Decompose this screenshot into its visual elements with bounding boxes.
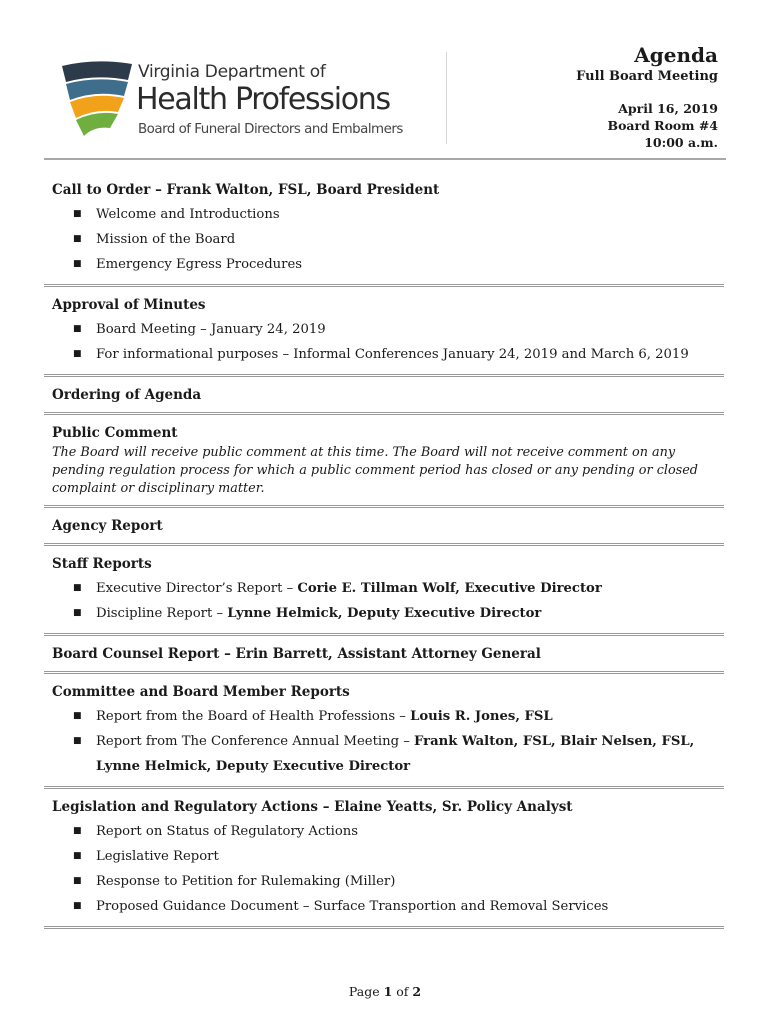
- meeting-date: April 16, 2019: [618, 101, 718, 116]
- department-logo: [54, 52, 447, 144]
- logo-line-3: Board of Funeral Directors and Embalmers: [138, 122, 403, 137]
- section-board-counsel-report: [52, 636, 716, 671]
- list-item: ■ Response to Petition for Rulemaking (Miller): [73, 874, 396, 889]
- meeting-room: Board Room #4: [607, 118, 718, 133]
- section-title: Ordering of Agenda: [52, 387, 202, 403]
- section-title: Board Counsel Report – Erin Barrett, Assistant Attorney General: [52, 646, 541, 662]
- section-legislation: [52, 789, 716, 926]
- section-ordering-of-agenda: [52, 377, 716, 412]
- section-title: Public Comment: [52, 425, 178, 441]
- page-number: Page 1 of 2: [348, 984, 422, 999]
- item-list: [52, 819, 716, 919]
- section-approval-of-minutes: [52, 287, 716, 374]
- agenda-title: Agenda: [634, 43, 718, 67]
- section-title: Staff Reports: [52, 556, 152, 572]
- list-item: ■ Proposed Guidance Document – Surface Transportion and Removal Services: [73, 899, 609, 914]
- logo-line-1: Virginia Department of: [138, 62, 326, 82]
- section-title: Agency Report: [52, 518, 163, 534]
- list-item: ■ Report on Status of Regulatory Actions: [73, 824, 359, 839]
- item-list: [52, 704, 716, 779]
- list-item: ■ Welcome and Introductions: [73, 207, 280, 222]
- meeting-type: Full Board Meeting: [576, 69, 718, 84]
- logo-line-2: Health Professions: [136, 82, 390, 117]
- section-title: Call to Order – Frank Walton, FSL, Board President: [52, 182, 440, 198]
- list-item: ■ Executive Director’s Report – Corie E. Tillman Wolf, Executive Director: [73, 581, 602, 596]
- list-item: ■ Board Meeting – January 24, 2019: [73, 322, 326, 337]
- item-list: [52, 317, 716, 367]
- section-staff-reports: [52, 546, 716, 633]
- section-public-comment: [52, 415, 716, 505]
- ribbon-logo-icon: [58, 56, 134, 140]
- public-comment-text: The Board will receive public comment at this time. The Board will not receive comment on any pending regulation process for which a public comment period has closed or any pending or closed complaint or disciplinary matter.: [52, 445, 698, 496]
- section-title: Committee and Board Member Reports: [52, 684, 350, 700]
- section-committee-reports: [52, 674, 716, 786]
- item-list: [52, 576, 716, 626]
- list-item: ■ Report from the Board of Health Professions – Louis R. Jones, FSL: [73, 709, 553, 724]
- item-list: [52, 202, 716, 277]
- section-agency-report: [52, 508, 716, 543]
- agenda-header: [576, 42, 718, 151]
- agenda-body: [52, 172, 716, 929]
- section-title: Approval of Minutes: [52, 297, 206, 313]
- section-title: Legislation and Regulatory Actions – Elaine Yeatts, Sr. Policy Analyst: [52, 799, 573, 815]
- list-item: ■ Legislative Report: [73, 849, 219, 864]
- list-item: ■ Mission of the Board: [73, 232, 236, 247]
- list-item: ■ For informational purposes – Informal Conferences January 24, 2019 and March 6, 2019: [73, 347, 689, 362]
- meeting-time: 10:00 a.m.: [644, 135, 718, 150]
- list-item: ■ Report from The Conference Annual Meeting – Frank Walton, FSL, Blair Nelsen, FSL, Lynne Helmick, Deputy Executive Director: [73, 734, 695, 774]
- section-divider: [44, 926, 724, 929]
- header-divider: [44, 158, 726, 160]
- list-item: ■ Discipline Report – Lynne Helmick, Deputy Executive Director: [73, 606, 542, 621]
- section-call-to-order: [52, 172, 716, 284]
- list-item: ■ Emergency Egress Procedures: [73, 257, 303, 272]
